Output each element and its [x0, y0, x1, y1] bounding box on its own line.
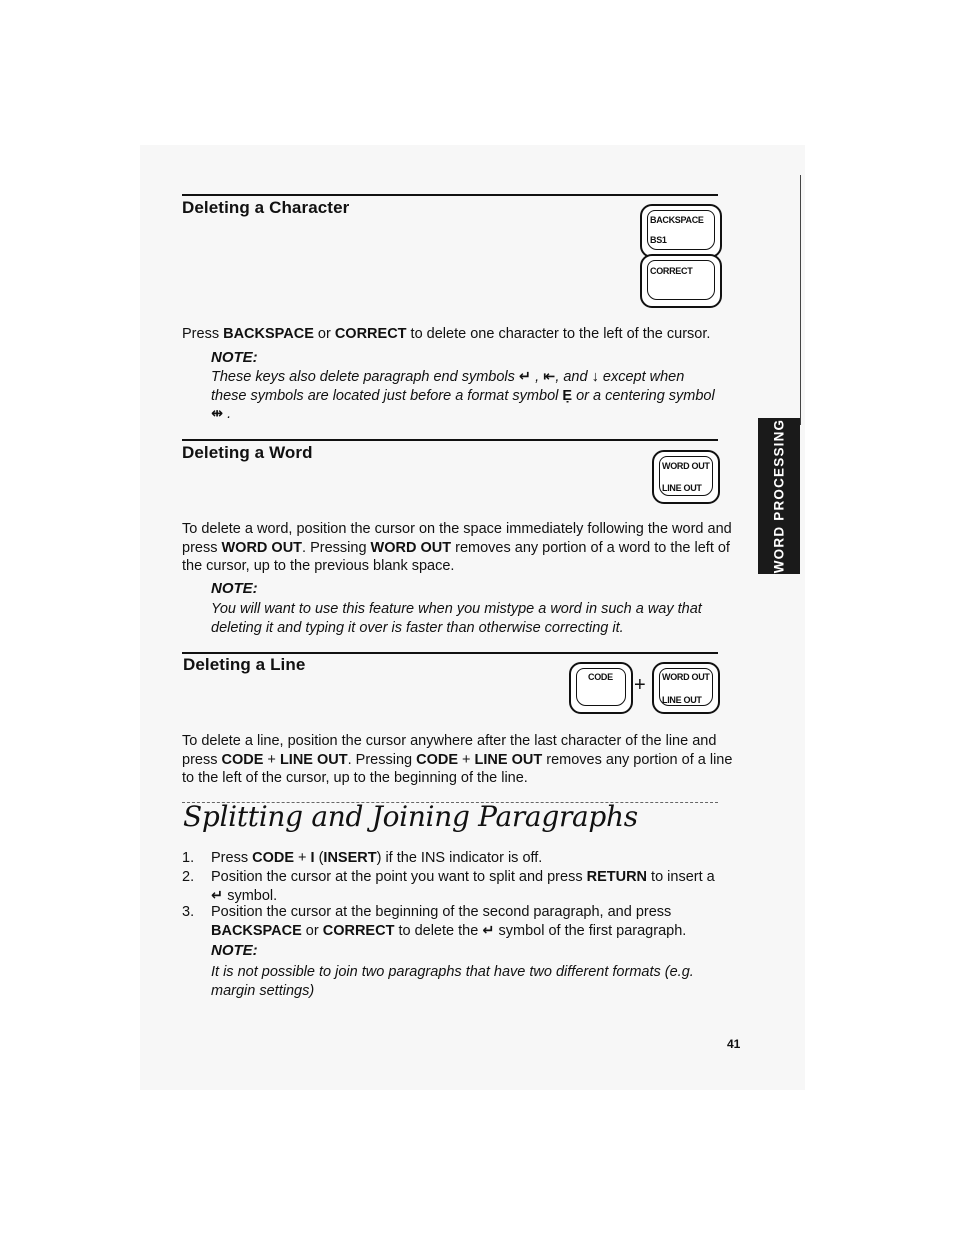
key-label: WORD OUT	[662, 672, 710, 682]
margin-line	[800, 175, 801, 425]
plus-sign: +	[634, 674, 646, 696]
section-rule	[182, 194, 718, 196]
paragraph: Press BACKSPACE or CORRECT to delete one character to the left of the cursor.	[182, 326, 711, 342]
section-heading-deleting-character: Deleting a Character	[182, 198, 350, 217]
note-label: NOTE:	[211, 349, 258, 366]
paragraph-end-tab-icon: ⇤	[543, 369, 556, 385]
format-symbol-icon: Ẹ	[562, 387, 573, 404]
down-arrow-icon: ↓	[591, 369, 599, 385]
line-out-key-icon	[652, 662, 720, 714]
word-out-key-icon	[652, 450, 720, 504]
side-tab-label: WORD PROCESSING	[771, 418, 787, 574]
correct-key-icon	[640, 254, 722, 308]
key-label: CORRECT	[650, 266, 693, 276]
note-label: NOTE:	[211, 942, 258, 959]
list-item: 2. Position the cursor at the point you want to split and press RETURN to insert a ↵ symbol.	[182, 869, 715, 904]
key-label: WORD OUT	[662, 461, 710, 471]
paragraph-end-icon: ↵	[518, 369, 532, 385]
note-label: NOTE:	[211, 580, 258, 597]
note-text: These keys also delete paragraph end symbols ↵ , ⇤, and ↓ except when these symbols are located just before a format symbol Ẹ or a centering symbol ⇹ .	[211, 369, 715, 422]
section-rule	[182, 439, 718, 441]
paragraph: To delete a word, position the cursor on the space immediately following the word and press WORD OUT. Pressing WORD OUT removes any portion of a word to the left of the cursor, up to the previous blank space.	[182, 521, 732, 574]
section-heading-deleting-line: Deleting a Line	[183, 655, 306, 674]
page-number: 41	[727, 1037, 741, 1051]
key-label: BS1	[650, 235, 667, 245]
key-label: CODE	[588, 672, 613, 682]
paragraph: To delete a line, position the cursor anywhere after the last character of the line and press CODE + LINE OUT. Pressing CODE + LINE OUT removes any portion of a line to the left of the cursor, up to the beginning of the line.	[182, 733, 733, 786]
side-tab	[758, 418, 800, 574]
code-key-icon	[569, 662, 633, 714]
key-label: LINE OUT	[662, 695, 702, 705]
key-label: BACKSPACE	[650, 215, 704, 225]
list-item: 3. Position the cursor at the beginning of the second paragraph, and press BACKSPACE or CORRECT to delete the ↵ symbol of the first paragraph.	[182, 904, 687, 939]
section-title-splitting-joining: Splitting and Joining Paragraphs	[183, 800, 638, 833]
note-text: It is not possible to join two paragraphs that have two different formats (e.g. margin settings)	[211, 964, 694, 999]
centering-symbol-icon: ⇹	[211, 406, 224, 422]
note-text: You will want to use this feature when you mistype a word in such a way that deleting it and typing it over is faster than otherwise correcting it.	[211, 601, 702, 636]
key-label: LINE OUT	[662, 483, 702, 493]
list-item: 1. Press CODE + I (INSERT) if the INS indicator is off.	[182, 850, 543, 866]
backspace-key-icon	[640, 204, 722, 258]
section-rule	[182, 652, 718, 654]
section-heading-deleting-word: Deleting a Word	[182, 443, 313, 462]
return-symbol-icon: ↵	[482, 922, 495, 939]
return-symbol-icon: ↵	[211, 887, 224, 904]
